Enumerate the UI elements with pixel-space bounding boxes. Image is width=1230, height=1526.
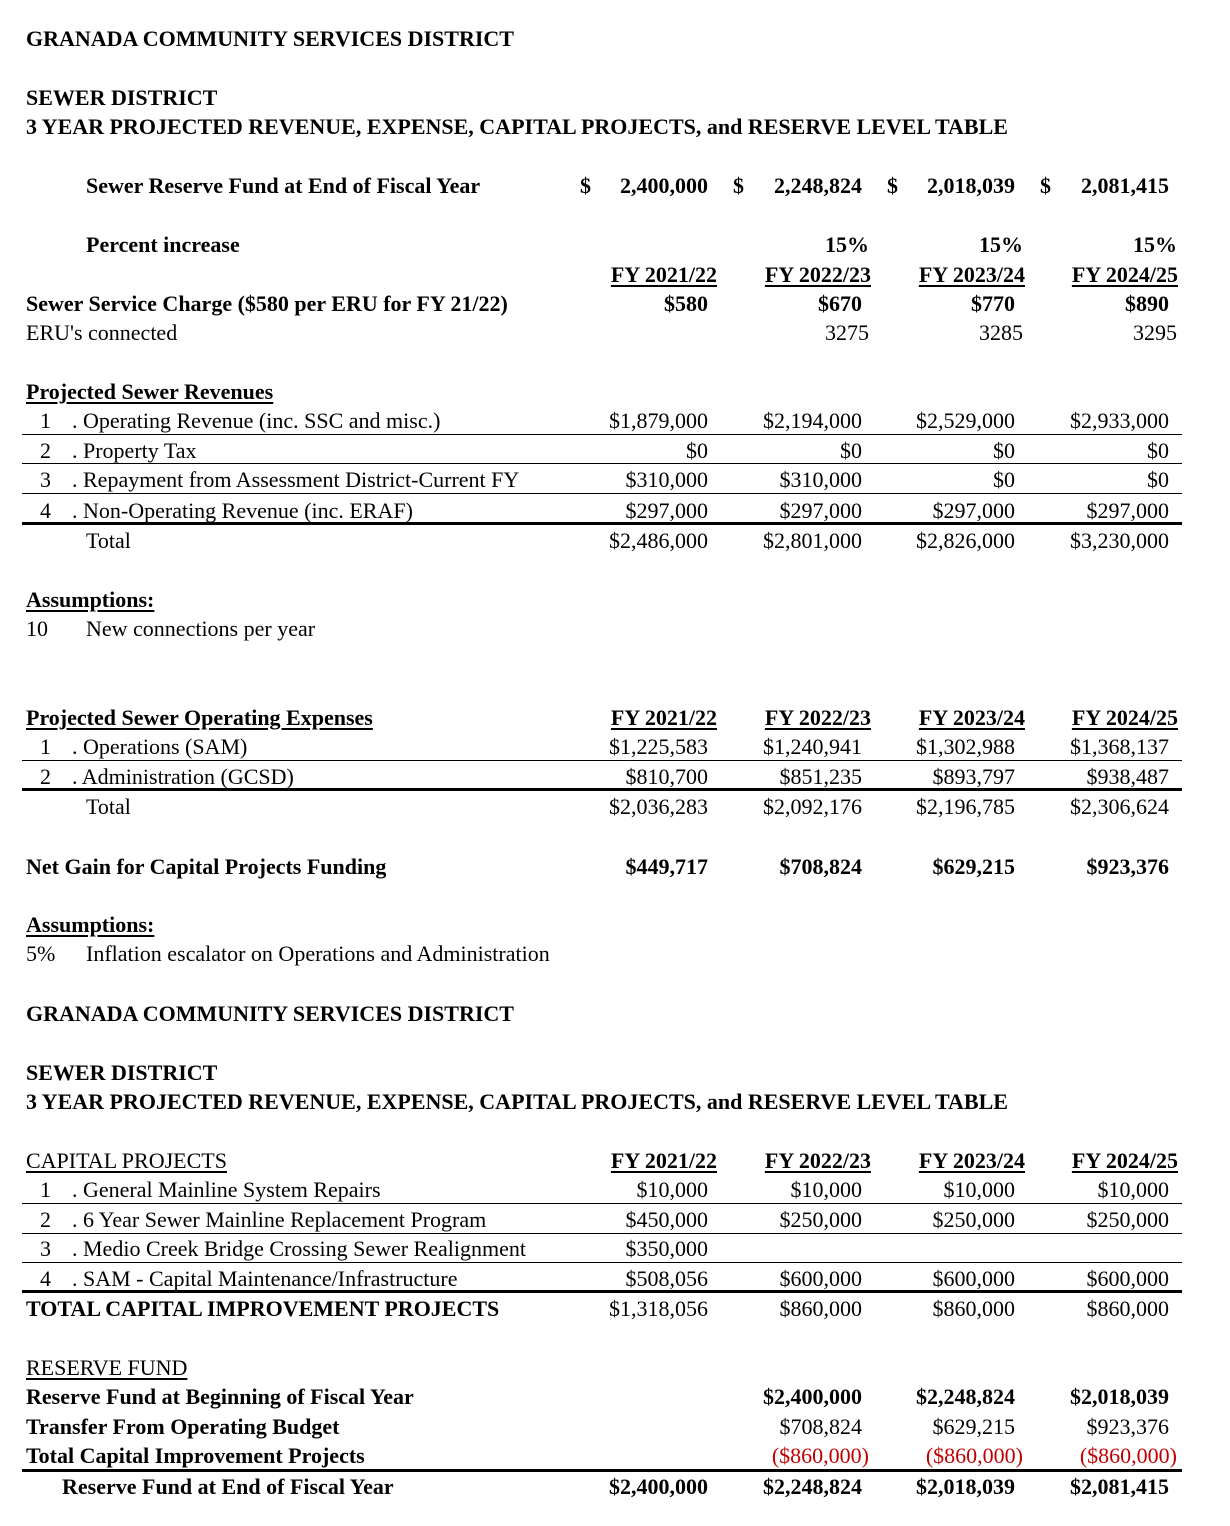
total-divider [22,1469,1182,1472]
fy-header: FY 2021/22 [610,705,717,730]
row-divider [22,1233,1182,1234]
currency-symbol: $ [733,173,744,198]
reserve-cip-value: ($860,000) [925,1443,1023,1468]
expense-value: $893,797 [932,764,1015,789]
row-number: 4 [40,498,51,523]
expense-total-value: $2,306,624 [1070,794,1169,819]
service-charge-value: $670 [818,291,862,316]
capital-value: $10,000 [943,1177,1015,1202]
reserve-cip-label: Total Capital Improvement Projects [26,1443,365,1468]
capital-total-value: $860,000 [1086,1296,1169,1321]
net-gain-value: $708,824 [779,854,862,879]
capital-row-label: . Medio Creek Bridge Crossing Sewer Realignment [72,1236,526,1261]
total-divider [22,522,1182,525]
table-title: 3 YEAR PROJECTED REVENUE, EXPENSE, CAPITAL PROJECTS, and RESERVE LEVEL TABLE [26,1089,1008,1114]
currency-symbol: $ [1040,173,1051,198]
row-number: 2 [40,438,51,463]
revenue-row-label: . Operating Revenue (inc. SSC and misc.) [72,408,441,433]
transfer-value: $708,824 [779,1414,862,1439]
revenue-value: $297,000 [779,498,862,523]
capital-row-label: . General Mainline System Repairs [72,1177,381,1202]
net-gain-label: Net Gain for Capital Projects Funding [26,854,387,879]
revenue-row-label: . Non-Operating Revenue (inc. ERAF) [72,498,413,523]
reserve-end-value: $2,081,415 [1070,1474,1169,1499]
reserve-end-value: $2,248,824 [763,1474,862,1499]
fy-header: FY 2023/24 [918,262,1025,287]
reserve-beginning-label: Reserve Fund at Beginning of Fiscal Year [26,1384,414,1409]
revenue-value: $2,194,000 [763,408,862,433]
capital-value: $250,000 [932,1207,1015,1232]
revenue-value: $297,000 [932,498,1015,523]
reserve-cip-value: ($860,000) [771,1443,869,1468]
reserve-cip-value: ($860,000) [1079,1443,1177,1468]
expense-total-value: $2,092,176 [763,794,862,819]
eru-value: 3275 [825,320,869,345]
revenue-value: $297,000 [1086,498,1169,523]
capital-value: $600,000 [779,1266,862,1291]
row-divider [22,434,1182,435]
service-charge-label: Sewer Service Charge ($580 per ERU for FY 21/22) [26,291,508,316]
expense-value: $1,302,988 [916,734,1015,759]
reserve-beginning-value: $2,018,039 [1070,1384,1169,1409]
fy-header: FY 2023/24 [918,705,1025,730]
expense-value: $1,240,941 [763,734,862,759]
capital-total-value: $1,318,056 [609,1296,708,1321]
reserve-end-value: $2,018,039 [916,1474,1015,1499]
service-charge-value: $890 [1125,291,1169,316]
row-divider [22,760,1182,761]
reserve-summary-value: 2,400,000 [620,173,708,198]
revenue-row-label: . Repayment from Assessment District-Current FY [72,467,520,492]
revenue-value: $0 [840,438,862,463]
fy-header: FY 2021/22 [610,1148,717,1173]
capital-value: $10,000 [790,1177,862,1202]
row-divider [22,1262,1182,1263]
assumptions-heading: Assumptions: [26,912,155,937]
revenue-value: $0 [1147,438,1169,463]
revenue-value: $0 [686,438,708,463]
expense-value: $1,368,137 [1070,734,1169,759]
district-title: GRANADA COMMUNITY SERVICES DISTRICT [26,26,514,51]
percent-increase-label: Percent increase [86,232,240,257]
capital-value: $600,000 [1086,1266,1169,1291]
reserve-summary-value: 2,248,824 [774,173,862,198]
assumption-value: 10 [26,616,48,641]
total-divider [22,788,1182,791]
capital-heading: CAPITAL PROJECTS [26,1148,227,1173]
reserve-heading: RESERVE FUND [26,1355,188,1380]
row-number: 4 [40,1266,51,1291]
expense-value: $810,700 [625,764,708,789]
eru-value: 3295 [1133,320,1177,345]
reserve-beginning-value: $2,400,000 [763,1384,862,1409]
transfer-label: Transfer From Operating Budget [26,1414,340,1439]
percent-increase-value: 15% [979,232,1023,257]
section-subtitle: SEWER DISTRICT [26,85,218,110]
fy-header: FY 2024/25 [1071,262,1178,287]
service-charge-value: $580 [664,291,708,316]
capital-value: $250,000 [1086,1207,1169,1232]
revenue-value: $310,000 [779,467,862,492]
capital-value: $10,000 [1097,1177,1169,1202]
fy-header: FY 2024/25 [1071,1148,1178,1173]
row-number: 1 [40,408,51,433]
capital-value: $600,000 [932,1266,1015,1291]
fy-header: FY 2022/23 [764,705,871,730]
assumption-value: 5% [26,941,56,966]
assumption-text: New connections per year [86,616,316,641]
net-gain-value: $923,376 [1086,854,1169,879]
currency-symbol: $ [887,173,898,198]
capital-total-value: $860,000 [932,1296,1015,1321]
revenue-value: $2,933,000 [1070,408,1169,433]
service-charge-value: $770 [971,291,1015,316]
percent-increase-value: 15% [1133,232,1177,257]
capital-row-label: . SAM - Capital Maintenance/Infrastructure [72,1266,458,1291]
section-subtitle: SEWER DISTRICT [26,1060,218,1085]
revenue-value: $2,529,000 [916,408,1015,433]
expense-row-label: . Administration (GCSD) [72,764,294,789]
row-divider [22,463,1182,464]
capital-value: $508,056 [625,1266,708,1291]
net-gain-value: $629,215 [932,854,1015,879]
revenue-total-value: $3,230,000 [1070,528,1169,553]
reserve-summary-label: Sewer Reserve Fund at End of Fiscal Year [86,173,481,198]
capital-total-label: TOTAL CAPITAL IMPROVEMENT PROJECTS [26,1296,500,1321]
total-divider [22,1290,1182,1293]
revenue-row-label: . Property Tax [72,438,197,463]
expense-value: $851,235 [779,764,862,789]
transfer-value: $923,376 [1086,1414,1169,1439]
capital-total-value: $860,000 [779,1296,862,1321]
fy-header: FY 2021/22 [610,262,717,287]
fy-header: FY 2023/24 [918,1148,1025,1173]
revenue-total-value: $2,801,000 [763,528,862,553]
row-number: 3 [40,467,51,492]
reserve-beginning-value: $2,248,824 [916,1384,1015,1409]
row-divider [22,1203,1182,1204]
table-title: 3 YEAR PROJECTED REVENUE, EXPENSE, CAPITAL PROJECTS, and RESERVE LEVEL TABLE [26,114,1008,139]
district-title: GRANADA COMMUNITY SERVICES DISTRICT [26,1001,514,1026]
capital-value: $10,000 [636,1177,708,1202]
currency-symbol: $ [580,173,591,198]
fy-header: FY 2022/23 [764,262,871,287]
revenue-value: $0 [993,438,1015,463]
revenue-value: $297,000 [625,498,708,523]
expense-total-value: $2,036,283 [609,794,708,819]
row-divider [22,493,1182,494]
reserve-end-value: $2,400,000 [609,1474,708,1499]
reserve-summary-value: 2,081,415 [1081,173,1169,198]
expense-total-value: $2,196,785 [916,794,1015,819]
row-number: 2 [40,1207,51,1232]
revenues-total-label: Total [86,528,131,553]
reserve-summary-value: 2,018,039 [927,173,1015,198]
revenue-value: $1,879,000 [609,408,708,433]
assumptions-heading: Assumptions: [26,587,155,612]
revenue-total-value: $2,486,000 [609,528,708,553]
reserve-end-label: Reserve Fund at End of Fiscal Year [62,1474,394,1499]
eru-label: ERU's connected [26,320,178,345]
net-gain-value: $449,717 [625,854,708,879]
capital-value: $350,000 [625,1236,708,1261]
revenues-heading: Projected Sewer Revenues [26,379,274,404]
fy-header: FY 2024/25 [1071,705,1178,730]
fy-header: FY 2022/23 [764,1148,871,1173]
row-number: 1 [40,1177,51,1202]
revenue-value: $0 [1147,467,1169,492]
expense-value: $1,225,583 [609,734,708,759]
row-number: 2 [40,764,51,789]
percent-increase-value: 15% [825,232,869,257]
assumption-text: Inflation escalator on Operations and Administration [86,941,550,966]
eru-value: 3285 [979,320,1023,345]
capital-value: $450,000 [625,1207,708,1232]
revenue-value: $310,000 [625,467,708,492]
expense-value: $938,487 [1086,764,1169,789]
expense-row-label: . Operations (SAM) [72,734,248,759]
revenue-total-value: $2,826,000 [916,528,1015,553]
revenue-value: $0 [993,467,1015,492]
expenses-heading: Projected Sewer Operating Expenses [26,705,373,730]
row-number: 1 [40,734,51,759]
row-number: 3 [40,1236,51,1261]
transfer-value: $629,215 [932,1414,1015,1439]
expenses-total-label: Total [86,794,131,819]
capital-value: $250,000 [779,1207,862,1232]
capital-row-label: . 6 Year Sewer Mainline Replacement Program [72,1207,487,1232]
